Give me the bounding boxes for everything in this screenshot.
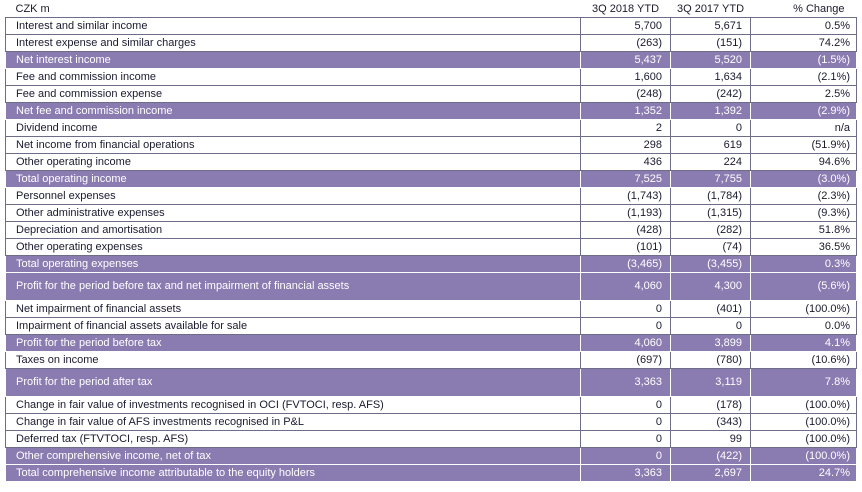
value-2017: 5,520 xyxy=(671,52,751,69)
value-2017: 0 xyxy=(671,318,751,335)
table-row xyxy=(6,52,857,69)
row-label: Fee and commission income xyxy=(6,69,581,86)
value-2018: 0 xyxy=(581,414,671,431)
value-2018: 1,600 xyxy=(581,69,671,86)
change-pct: (1.5%) xyxy=(751,52,857,69)
table-row xyxy=(6,301,857,318)
value-2017: (780) xyxy=(671,352,751,369)
value-2018: (697) xyxy=(581,352,671,369)
change-pct: 7.8% xyxy=(751,369,857,397)
value-2018: 3,363 xyxy=(581,369,671,397)
table-row xyxy=(6,120,857,137)
value-2017: (422) xyxy=(671,448,751,465)
change-pct: (2.1%) xyxy=(751,69,857,86)
row-label: Net impairment of financial assets xyxy=(6,301,581,318)
value-2017: (74) xyxy=(671,239,751,256)
table-row xyxy=(6,448,857,465)
table-row xyxy=(6,171,857,188)
value-2017: 224 xyxy=(671,154,751,171)
table-row xyxy=(6,369,857,397)
table-row xyxy=(6,35,857,52)
value-2017: 619 xyxy=(671,137,751,154)
unit-header: CZK m xyxy=(15,3,50,15)
table-row xyxy=(6,69,857,86)
header-row xyxy=(6,2,857,18)
col-header-2017: 3Q 2017 YTD xyxy=(676,3,745,15)
change-pct: (100.0%) xyxy=(751,301,857,318)
change-pct: (100.0%) xyxy=(751,431,857,448)
row-label: Fee and commission expense xyxy=(6,86,581,103)
table-row xyxy=(6,137,857,154)
row-label: Other operating expenses xyxy=(6,239,581,256)
value-2017: (151) xyxy=(671,35,751,52)
value-2018: (248) xyxy=(581,86,671,103)
value-2018: 0 xyxy=(581,318,671,335)
row-label: Total comprehensive income attributable to the equity holders xyxy=(6,465,581,482)
value-2017: (1,315) xyxy=(671,205,751,222)
change-pct: 0.3% xyxy=(751,256,857,273)
table-row xyxy=(6,188,857,205)
value-2017: 4,300 xyxy=(671,273,751,301)
row-label: Profit for the period before tax and net impairment of financial assets xyxy=(6,273,581,301)
value-2018: 2 xyxy=(581,120,671,137)
change-pct: (100.0%) xyxy=(751,414,857,431)
table-row xyxy=(6,414,857,431)
value-2018: 4,060 xyxy=(581,273,671,301)
change-pct: (100.0%) xyxy=(751,448,857,465)
row-label: Deferred tax (FTVTOCI, resp. AFS) xyxy=(6,431,581,448)
row-label: Net income from financial operations xyxy=(6,137,581,154)
change-pct: n/a xyxy=(751,120,857,137)
value-2018: 7,525 xyxy=(581,171,671,188)
value-2017: (401) xyxy=(671,301,751,318)
value-2017: 3,899 xyxy=(671,335,751,352)
change-pct: 51.8% xyxy=(751,222,857,239)
value-2018: (1,193) xyxy=(581,205,671,222)
value-2018: 5,700 xyxy=(581,18,671,35)
row-label: Personnel expenses xyxy=(6,188,581,205)
value-2017: 0 xyxy=(671,120,751,137)
row-label: Other comprehensive income, net of tax xyxy=(6,448,581,465)
value-2018: 0 xyxy=(581,431,671,448)
value-2017: 1,392 xyxy=(671,103,751,120)
table-row xyxy=(6,256,857,273)
row-label: Net interest income xyxy=(6,52,581,69)
row-label: Dividend income xyxy=(6,120,581,137)
row-label: Total operating expenses xyxy=(6,256,581,273)
row-label: Taxes on income xyxy=(6,352,581,369)
row-label: Net fee and commission income xyxy=(6,103,581,120)
value-2017: 3,119 xyxy=(671,369,751,397)
table-row xyxy=(6,239,857,256)
table-row xyxy=(6,18,857,35)
change-pct: 94.6% xyxy=(751,154,857,171)
col-header-change: % Change xyxy=(793,3,845,15)
table-row xyxy=(6,318,857,335)
change-pct: (3.0%) xyxy=(751,171,857,188)
value-2017: (178) xyxy=(671,397,751,414)
row-label: Depreciation and amortisation xyxy=(6,222,581,239)
value-2018: (1,743) xyxy=(581,188,671,205)
change-pct: 4.1% xyxy=(751,335,857,352)
table-row xyxy=(6,154,857,171)
table-row xyxy=(6,431,857,448)
change-pct: 2.5% xyxy=(751,86,857,103)
table-row xyxy=(6,397,857,414)
row-label: Change in fair value of AFS investments recognised in P&L xyxy=(6,414,581,431)
value-2017: (3,455) xyxy=(671,256,751,273)
row-label: Impairment of financial assets available for sale xyxy=(6,318,581,335)
value-2017: 5,671 xyxy=(671,18,751,35)
value-2017: (242) xyxy=(671,86,751,103)
table-row xyxy=(6,222,857,239)
income-statement-table xyxy=(5,2,857,482)
value-2018: (428) xyxy=(581,222,671,239)
value-2018: 0 xyxy=(581,448,671,465)
value-2018: 5,437 xyxy=(581,52,671,69)
value-2017: 99 xyxy=(671,431,751,448)
change-pct: 36.5% xyxy=(751,239,857,256)
value-2017: 1,634 xyxy=(671,69,751,86)
value-2017: (343) xyxy=(671,414,751,431)
value-2018: 0 xyxy=(581,301,671,318)
table-row xyxy=(6,465,857,482)
change-pct: 74.2% xyxy=(751,35,857,52)
change-pct: (100.0%) xyxy=(751,397,857,414)
change-pct: (51.9%) xyxy=(751,137,857,154)
table-row xyxy=(6,103,857,120)
value-2018: 436 xyxy=(581,154,671,171)
change-pct: (10.6%) xyxy=(751,352,857,369)
table-row xyxy=(6,205,857,222)
row-label: Total operating income xyxy=(6,171,581,188)
table-row xyxy=(6,273,857,301)
change-pct: (9.3%) xyxy=(751,205,857,222)
value-2018: (101) xyxy=(581,239,671,256)
change-pct: 0.5% xyxy=(751,18,857,35)
value-2017: 7,755 xyxy=(671,171,751,188)
row-label: Change in fair value of investments recognised in OCI (FVTOCI, resp. AFS) xyxy=(6,397,581,414)
table-row xyxy=(6,86,857,103)
col-header-2018: 3Q 2018 YTD xyxy=(591,3,660,15)
value-2018: 1,352 xyxy=(581,103,671,120)
table-row xyxy=(6,352,857,369)
change-pct: (2.3%) xyxy=(751,188,857,205)
value-2017: 2,697 xyxy=(671,465,751,482)
row-label: Profit for the period after tax xyxy=(6,369,581,397)
value-2018: 3,363 xyxy=(581,465,671,482)
row-label: Interest expense and similar charges xyxy=(6,35,581,52)
value-2018: 298 xyxy=(581,137,671,154)
value-2017: (282) xyxy=(671,222,751,239)
value-2018: (263) xyxy=(581,35,671,52)
row-label: Profit for the period before tax xyxy=(6,335,581,352)
change-pct: (5.6%) xyxy=(751,273,857,301)
value-2018: (3,465) xyxy=(581,256,671,273)
row-label: Other administrative expenses xyxy=(6,205,581,222)
change-pct: 0.0% xyxy=(751,318,857,335)
value-2018: 4,060 xyxy=(581,335,671,352)
table-row xyxy=(6,335,857,352)
row-label: Other operating income xyxy=(6,154,581,171)
change-pct: (2.9%) xyxy=(751,103,857,120)
row-label: Interest and similar income xyxy=(6,18,581,35)
value-2017: (1,784) xyxy=(671,188,751,205)
value-2018: 0 xyxy=(581,397,671,414)
change-pct: 24.7% xyxy=(751,465,857,482)
